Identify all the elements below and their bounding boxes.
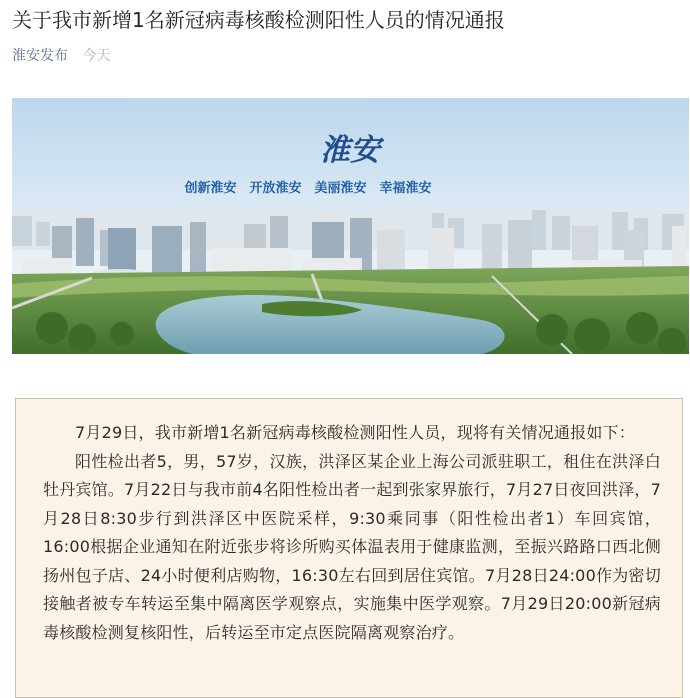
notice-paragraph-1: 7月29日，我市新增1名新冠病毒核酸检测阳性人员，现将有关情况通报如下： bbox=[75, 423, 635, 442]
article-title: 关于我市新增1名新冠病毒核酸检测阳性人员的情况通报 bbox=[12, 8, 505, 32]
notice-body bbox=[43, 419, 661, 647]
banner-logo-text: 淮安 bbox=[320, 133, 380, 168]
city-skyline-illustration bbox=[12, 98, 689, 354]
banner-slogan: 创新淮安 开放淮安 美丽淮安 幸福淮安 bbox=[184, 181, 432, 196]
notice-box bbox=[15, 398, 683, 698]
publish-date: 今天 bbox=[82, 48, 111, 64]
article-meta bbox=[12, 46, 110, 66]
banner-image bbox=[12, 98, 689, 354]
account-name-link[interactable]: 淮安发布 bbox=[12, 48, 68, 64]
notice-paragraph-2: 阳性检出者5，男，57岁，汉族，洪泽区某企业上海公司派驻职工，租住在洪泽白牡丹宾馆。7月22日与我市前4名阳性检出者一起到张家界旅行，7月27日夜回洪泽，7月28日8:30步行到洪泽区中医院采样，9:30乘同事（阳性检出者1）车回宾馆，16:00根据企业通知在附近张步将诊所购买体温表用于健康监测，至振兴路路口西北侧扬州包子店、24小时便利店购物，16:30左右回到居住宾馆。7月28日24:00作为密切接触者被专车转运至集中隔离医学观察点，实施集中医学观察。7月29日20:00新冠病毒核酸检测复核阳性，后转运至市定点医院隔离观察治疗。 bbox=[43, 451, 661, 642]
